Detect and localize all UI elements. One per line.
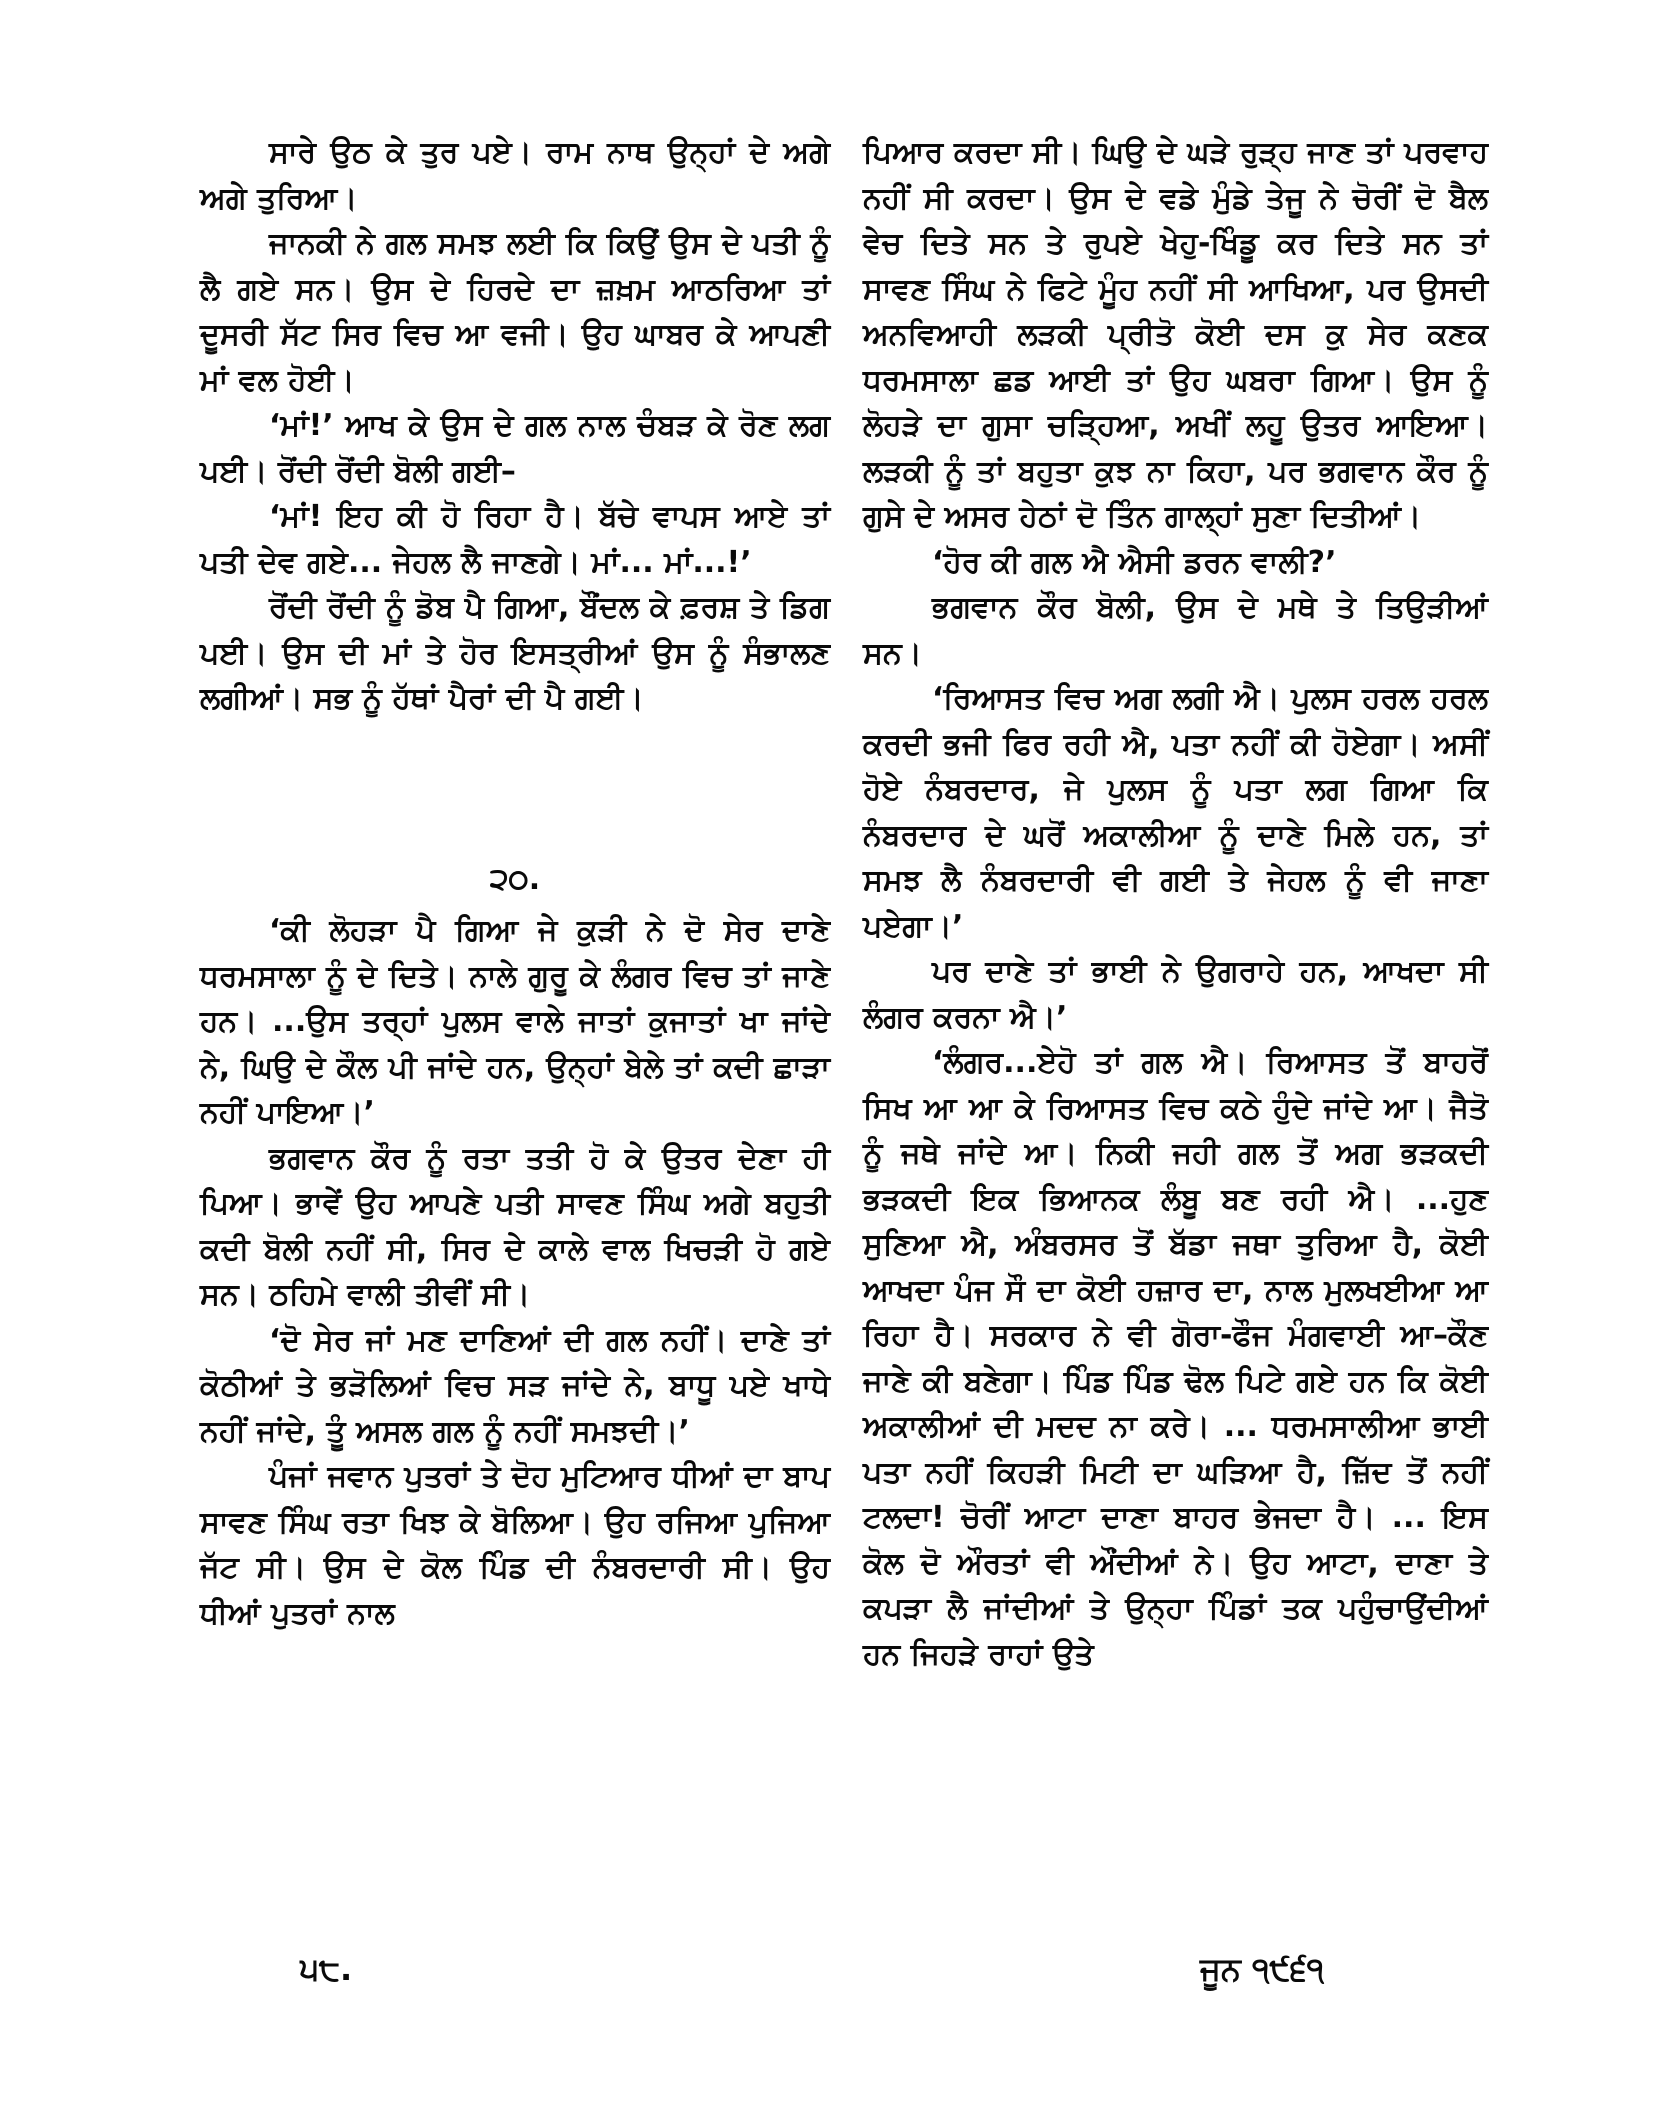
paragraph: ‘ਕੀ ਲੋਹੜਾ ਪੈ ਗਿਆ ਜੇ ਕੁੜੀ ਨੇ ਦੋ ਸੇਰ ਦਾਣੇ ਧਰਮਸਾਲਾ ਨੂੰ ਦੇ ਦਿਤੇ। ਨਾਲੇ ਗੁਰੂ ਕੇ ਲੰਗਰ ਵਿਚ ਤਾਂ ਜਾਣੇ ਹਨ। ...ਉਸ ਤਰ੍ਹਾਂ ਪੁਲਸ ਵਾਲੇ ਜਾਤਾਂ ਕੁਜਾਤਾਂ ਖਾ ਜਾਂਦੇ ਨੇ, ਘਿਉ ਦੇ ਕੌਲ ਪੀ ਜਾਂਦੇ ਹਨ, ਉਨ੍ਹਾਂ ਬੇਲੇ ਤਾਂ ਕਦੀ ਛਾੜਾ ਨਹੀਂ ਪਾਇਆ।’ bbox=[200, 913, 830, 1130]
left-column bbox=[200, 130, 830, 1636]
paragraph: ਪਰ ਦਾਣੇ ਤਾਂ ਭਾਈ ਨੇ ਉਗਰਾਹੇ ਹਨ, ਆਖਦਾ ਸੀ ਲੰਗਰ ਕਰਨਾ ਐ।’ bbox=[863, 954, 1488, 1035]
paragraph: ‘ਰਿਆਸਤ ਵਿਚ ਅਗ ਲਗੀ ਐ। ਪੁਲਸ ਹਰਲ ਹਰਲ ਕਰਦੀ ਭਜੀ ਫਿਰ ਰਹੀ ਐ, ਪਤਾ ਨਹੀਂ ਕੀ ਹੋਏਗਾ। ਅਸੀਂ ਹੋਏ ਨੰਬਰਦਾਰ, ਜੇ ਪੁਲਸ ਨੂੰ ਪਤਾ ਲਗ ਗਿਆ ਕਿ ਨੰਬਰਦਾਰ ਦੇ ਘਰੋਂ ਅਕਾਲੀਆ ਨੂੰ ਦਾਣੇ ਮਿਲੇ ਹਨ, ਤਾਂ ਸਮਝ ਲੈ ਨੰਬਰਦਾਰੀ ਵੀ ਗਈ ਤੇ ਜੇਹਲ ਨੂੰ ਵੀ ਜਾਣਾ ਪਏਗਾ।’ bbox=[863, 681, 1488, 944]
section-number: ੨੦. bbox=[489, 861, 541, 897]
paragraph: ਭਗਵਾਨ ਕੌਰ ਨੂੰ ਰਤਾ ਤਤੀ ਹੋ ਕੇ ਉਤਰ ਦੇਣਾ ਹੀ ਪਿਆ। ਭਾਵੇਂ ਉਹ ਆਪਣੇ ਪਤੀ ਸਾਵਣ ਸਿੰਘ ਅਗੇ ਬਹੁਤੀ ਕਦੀ ਬੋਲੀ ਨਹੀਂ ਸੀ, ਸਿਰ ਦੇ ਕਾਲੇ ਵਾਲ ਖਿਚੜੀ ਹੋ ਗਏ ਸਨ। ਠਹਿਮੇ ਵਾਲੀ ਤੀਵੀਂ ਸੀ। bbox=[200, 1140, 830, 1312]
paragraph: ‘ਲੰਗਰ...ਏਹੋ ਤਾਂ ਗਲ ਐ। ਰਿਆਸਤ ਤੋਂ ਬਾਹਰੋਂ ਸਿਖ ਆ ਆ ਕੇ ਰਿਆਸਤ ਵਿਚ ਕਠੇ ਹੁੰਦੇ ਜਾਂਦੇ ਆ। ਜੈਤੋ ਨੂੰ ਜਥੇ ਜਾਂਦੇ ਆ। ਨਿਕੀ ਜਹੀ ਗਲ ਤੋਂ ਅਗ ਭੜਕਦੀ ਭੜਕਦੀ ਇਕ ਭਿਆਨਕ ਲੰਬੂ ਬਣ ਰਹੀ ਐ। ...ਹੁਣ ਸੁਣਿਆ ਐ, ਅੰਬਰਸਰ ਤੋਂ ਬੱਡਾ ਜਥਾ ਤੁਰਿਆ ਹੈ, ਕੋਈ ਆਖਦਾ ਪੰਜ ਸੌ ਦਾ ਕੋਈ ਹਜ਼ਾਰ ਦਾ, ਨਾਲ ਮੁਲਖਈਆ ਆ ਰਿਹਾ ਹੈ। ਸਰਕਾਰ ਨੇ ਵੀ ਗੋਰਾ-ਫੌਜ ਮੰਗਵਾਈ ਆ–ਕੌਣ ਜਾਣੇ ਕੀ ਬਣੇਗਾ। ਪਿੰਡ ਪਿੰਡ ਢੋਲ ਪਿਟੇ ਗਏ ਹਨ ਕਿ ਕੋਈ ਅਕਾਲੀਆਂ ਦੀ ਮਦਦ ਨਾ ਕਰੇ। ... ਧਰਮਸਾਲੀਆ ਭਾਈ ਪਤਾ ਨਹੀਂ ਕਿਹੜੀ ਮਿਟੀ ਦਾ ਘੜਿਆ ਹੈ, ਜ਼ਿੱਦ ਤੋਂ ਨਹੀਂ ਟਲਦਾ! ਚੋਰੀਂ ਆਟਾ ਦਾਣਾ ਬਾਹਰ ਭੇਜਦਾ ਹੈ। ... ਇਸ ਕੋਲ ਦੋ ਔਰਤਾਂ ਵੀ ਔਂਦੀਆਂ ਨੇ। ਉਹ ਆਟਾ, ਦਾਣਾ ਤੇ ਕਪੜਾ ਲੈ ਜਾਂਦੀਆਂ ਤੇ ਉਨ੍ਹਾ ਪਿੰਡਾਂ ਤਕ ਪਹੁੰਚਾਉਂਦੀਆਂ ਹਨ ਜਿਹੜੇ ਰਾਹਾਂ ਉਤੇ bbox=[863, 1045, 1488, 1672]
paragraph: ‘ਮਾਂ!’ ਆਖ ਕੇ ਉਸ ਦੇ ਗਲ ਨਾਲ ਚੰਬੜ ਕੇ ਰੋਣ ਲਗ ਪਈ। ਰੋਂਦੀ ਰੋਂਦੀ ਬੋਲੀ ਗਈ– bbox=[200, 408, 830, 489]
paragraph: ‘ਹੋਰ ਕੀ ਗਲ ਐ ਐਸੀ ਡਰਨ ਵਾਲੀ?’ bbox=[932, 544, 1337, 580]
issue-date: ਜੂਨ ੧੯੬੧ bbox=[1200, 1950, 1325, 1988]
right-column bbox=[863, 130, 1488, 1677]
paragraph: ਜਾਨਕੀ ਨੇ ਗਲ ਸਮਝ ਲਈ ਕਿ ਕਿਉਂ ਉਸ ਦੇ ਪਤੀ ਨੂੰ ਲੈ ਗਏ ਸਨ। ਉਸ ਦੇ ਹਿਰਦੇ ਦਾ ਜ਼ਖ਼ਮ ਆਠਰਿਆ ਤਾਂ ਦੂਸਰੀ ਸੱਟ ਸਿਰ ਵਿਚ ਆ ਵਜੀ। ਉਹ ਘਾਬਰ ਕੇ ਆਪਣੀ ਮਾਂ ਵਲ ਹੋਈ। bbox=[200, 226, 830, 398]
paragraph: ਰੋਂਦੀ ਰੋਂਦੀ ਨੂੰ ਡੋਬ ਪੈ ਗਿਆ, ਬੌਂਦਲ ਕੇ ਫ਼ਰਸ਼ ਤੇ ਡਿਗ ਪਈ। ਉਸ ਦੀ ਮਾਂ ਤੇ ਹੋਰ ਇਸਤ੍ਰੀਆਂ ਉਸ ਨੂੰ ਸੰਭਾਲਣ ਲਗੀਆਂ। ਸਭ ਨੂੰ ਹੱਥਾਂ ਪੈਰਾਂ ਦੀ ਪੈ ਗਈ। bbox=[200, 590, 830, 716]
paragraph: ਪੰਜਾਂ ਜਵਾਨ ਪੁਤਰਾਂ ਤੇ ਦੋਹ ਮੁਟਿਆਰ ਧੀਆਂ ਦਾ ਬਾਪ ਸਾਵਣ ਸਿੰਘ ਰਤਾ ਖਿਝ ਕੇ ਬੋਲਿਆ। ਉਹ ਰਜਿਆ ਪੁਜਿਆ ਜੱਟ ਸੀ। ਉਸ ਦੇ ਕੋਲ ਪਿੰਡ ਦੀ ਨੰਬਰਦਾਰੀ ਸੀ। ਉਹ ਧੀਆਂ ਪੁਤਰਾਂ ਨਾਲ bbox=[200, 1459, 830, 1631]
paragraph: ‘ਦੋ ਸੇਰ ਜਾਂ ਮਣ ਦਾਣਿਆਂ ਦੀ ਗਲ ਨਹੀਂ। ਦਾਣੇ ਤਾਂ ਕੋਠੀਆਂ ਤੇ ਭੜੋਲਿਆਂ ਵਿਚ ਸੜ ਜਾਂਦੇ ਨੇ, ਬਾਧੂ ਪਏ ਖਾਧੇ ਨਹੀਂ ਜਾਂਦੇ, ਤੂੰ ਅਸਲ ਗਲ ਨੂੰ ਨਹੀਂ ਸਮਝਦੀ।’ bbox=[200, 1322, 830, 1449]
paragraph: ਭਗਵਾਨ ਕੌਰ ਬੋਲੀ, ਉਸ ਦੇ ਮਥੇ ਤੇ ਤਿਉੜੀਆਂ ਸਨ। bbox=[863, 590, 1488, 671]
paragraph: ਪਿਆਰ ਕਰਦਾ ਸੀ। ਘਿਉ ਦੇ ਘੜੇ ਰੁੜ੍ਹ ਜਾਣ ਤਾਂ ਪਰਵਾਹ ਨਹੀਂ ਸੀ ਕਰਦਾ। ਉਸ ਦੇ ਵਡੇ ਮੁੰਡੇ ਤੇਜੂ ਨੇ ਚੋਰੀਂ ਦੋ ਬੈਲ ਵੇਚ ਦਿਤੇ ਸਨ ਤੇ ਰੁਪਏ ਖੇਹੁ-ਖਿੰਡੂ ਕਰ ਦਿਤੇ ਸਨ ਤਾਂ ਸਾਵਣ ਸਿੰਘ ਨੇ ਫਿਟੇ ਮੂੰਹ ਨਹੀਂ ਸੀ ਆਖਿਆ, ਪਰ ਉਸਦੀ ਅਨਵਿਆਹੀ ਲੜਕੀ ਪ੍ਰੀਤੋ ਕੋਈ ਦਸ ਕੁ ਸੇਰ ਕਣਕ ਧਰਮਸਾਲਾ ਛਡ ਆਈ ਤਾਂ ਉਹ ਘਬਰਾ ਗਿਆ। ਉਸ ਨੂੰ ਲੋਹੜੇ ਦਾ ਗੁਸਾ ਚੜ੍ਹਿਆ, ਅਖੀਂ ਲਹੂ ਉਤਰ ਆਇਆ। ਲੜਕੀ ਨੂੰ ਤਾਂ ਬਹੁਤਾ ਕੁਝ ਨਾ ਕਿਹਾ, ਪਰ ਭਗਵਾਨ ਕੌਰ ਨੂੰ ਗੁਸੇ ਦੇ ਅਸਰ ਹੇਠਾਂ ਦੋ ਤਿੰਨ ਗਾਲ੍ਹਾਂ ਸੁਣਾ ਦਿਤੀਆਂ। bbox=[863, 135, 1488, 534]
page-number: ੫੮. bbox=[300, 1950, 353, 1988]
section-spacer bbox=[200, 722, 830, 857]
paragraph: ਸਾਰੇ ਉਠ ਕੇ ਤੁਰ ਪਏ। ਰਾਮ ਨਾਥ ਉਨ੍ਹਾਂ ਦੇ ਅਗੇ ਅਗੇ ਤੁਰਿਆ। bbox=[200, 135, 830, 216]
paragraph: ‘ਮਾਂ! ਇਹ ਕੀ ਹੋ ਰਿਹਾ ਹੈ। ਬੱਚੇ ਵਾਪਸ ਆਏ ਤਾਂ ਪਤੀ ਦੇਵ ਗਏ... ਜੇਹਲ ਲੈ ਜਾਣਗੇ। ਮਾਂ... ਮਾਂ...!’ bbox=[200, 499, 830, 580]
